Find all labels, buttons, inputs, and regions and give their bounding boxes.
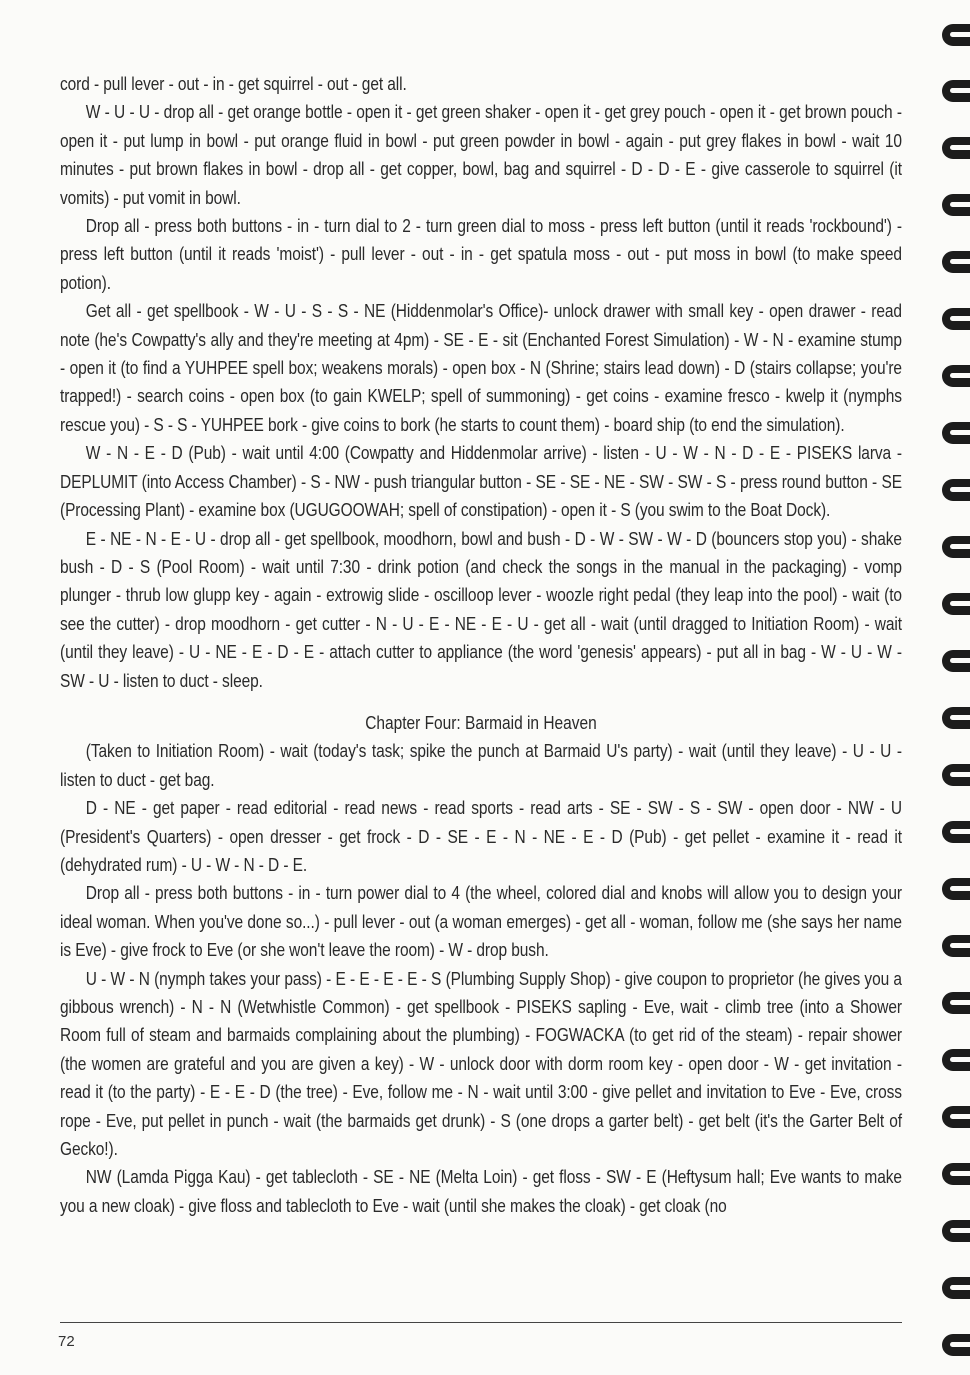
- page-number: 72: [58, 1333, 75, 1350]
- page-body: [60, 70, 902, 1220]
- binding-ring: [942, 194, 970, 216]
- paragraph: W - N - E - D (Pub) - wait until 4:00 (Cowpatty and Hiddenmolar arrive) - listen - U - W - N - D - E - PISEKS larva - DEPLUMIT (into Access Chamber) - S - NW - push triangular button - SE - SE - NE - SW - SW - S - press round button - SE (Processing Plant) - examine box (UGUGOOWAH; spell of constipation) - open it - S (you swim to the Boat Dock).: [60, 443, 902, 521]
- binding-ring: [942, 422, 970, 444]
- paragraph: NW (Lamda Pigga Kau) - get tablecloth - SE - NE (Melta Loin) - get floss - SW - E (Heftysum hall; Eve wants to make you a new cloak) - give floss and tablecloth to Eve - wait (until she makes the cloak) - get cloak (no: [60, 1167, 902, 1216]
- paragraph: W - U - U - drop all - get orange bottle - open it - get green shaker - open it - get grey pouch - open it - get brown pouch - open it - put lump in bowl - put orange fluid in bowl - put green powder in bowl - again - put grey flakes in bowl - wait 10 minutes - put brown flakes in bowl - drop all - get copper, bowl, bag and squirrel - D - D - E - give casserole to squirrel (it vomits) - put vomit in bowl.: [60, 102, 902, 208]
- binding-ring: [942, 251, 970, 273]
- binding-ring: [942, 80, 970, 102]
- binding-ring: [942, 1163, 970, 1185]
- binding-ring: [942, 1220, 970, 1242]
- binding-ring: [942, 935, 970, 957]
- binding-ring: [942, 764, 970, 786]
- binding-ring: [942, 707, 970, 729]
- spiral-binding: [926, 0, 970, 1375]
- binding-ring: [942, 308, 970, 330]
- binding-ring: [942, 878, 970, 900]
- binding-ring: [942, 137, 970, 159]
- binding-ring: [942, 1277, 970, 1299]
- binding-ring: [942, 821, 970, 843]
- binding-ring: [942, 1049, 970, 1071]
- paragraph: Get all - get spellbook - W - U - S - S - NE (Hiddenmolar's Office)- unlock drawer with small key - open drawer - read note (he's Cowpatty's ally and they're meeting at 4pm) - SE - E - sit (Enchanted Forest Simulation) - W - N - examine stump - open it (to find a YUHPEE spell box; weakens morals) - open box - N (Shrine; stairs lead down) - D (stairs collapse; you're trapped!) - search coins - open box (to gain KWELP; spell of summoning) - get coins - examine fresco - kwelp it (nymphs rescue you) - S - S - YUHPEE bork - give coins to bork (he starts to count them) - board ship (to end the simulation).: [60, 301, 902, 435]
- paragraph: (Taken to Initiation Room) - wait (today's task; spike the punch at Barmaid U's party) - wait (until they leave) - U - U - listen to duct - get bag.: [60, 741, 902, 790]
- paragraph: Drop all - press both buttons - in - turn dial to 2 - turn green dial to moss - press left button (until it reads 'rockbound') - press left button (until it reads 'moist') - pull lever - out - in - get spatula moss - out - put moss in bowl (to make speed potion).: [60, 216, 902, 293]
- paragraph: U - W - N (nymph takes your pass) - E - E - E - E - S (Plumbing Supply Shop) - give coupon to proprietor (he gives you a gibbous wrench) - N - N (Wetwhistle Common) - get spellbook - PISEKS sapling - Eve, wait - climb tree (into a Shower Room full of steam and barmaids complaining about the plumbing) - FOGWACKA (to get rid of the steam) - repair shower (the women are grateful and you are given a key) - W - unlock door with dorm room key - open door - W - get invitation - read it (to the party) - E - E - D (the tree) - Eve, follow me - N - wait until 3:00 - give pellet and invitation to Eve - Eve, cross rope - Eve, put pellet in punch - wait (the barmaids get drunk) - S (one drops a garter belt) - get belt (it's the Garter Belt of Gecko!).: [60, 968, 902, 1160]
- binding-ring: [942, 479, 970, 501]
- binding-ring: [942, 593, 970, 615]
- paragraph: E - NE - N - E - U - drop all - get spellbook, moodhorn, bowl and bush - D - W - SW - W - D (bouncers stop you) - shake bush - D - S (Pool Room) - wait until 7:30 - drink potion (and check the songs in the manual in the packaging) - vomp plunger - thrub low glupp key - again - extrowig slide - oscilloop lever - woozle right pedal (they leap into the pool) - wait (to see the cutter) - drop moodhorn - get cutter - N - U - E - NE - E - U - get all - wait (until dragged to Initiation Room) - wait (until they leave) - U - NE - E - D - E - attach cutter to appliance (the word 'genesis' appears) - put all in bag - W - U - W - SW - U - listen to duct - sleep.: [60, 528, 902, 691]
- binding-ring: [942, 992, 970, 1014]
- paragraph: D - NE - get paper - read editorial - read news - read sports - read arts - SE - SW - S - SW - open door - NW - U (President's Quarters) - open dresser - get frock - D - SE - E - N - NE - E - D (Pub) - get pellet - examine it - read it (dehydrated rum) - U - W - N - D - E.: [60, 798, 902, 875]
- binding-ring: [942, 365, 970, 387]
- paragraph: Drop all - press both buttons - in - turn power dial to 4 (the wheel, colored dial and knobs will allow you to design your ideal woman. When you've done so...) - pull lever - out (a woman emerges) - get all - woman, follow me (she says her name is Eve) - give frock to Eve (or she won't leave the room) - W - drop bush.: [60, 883, 902, 961]
- binding-ring: [942, 24, 970, 46]
- binding-ring: [942, 1106, 970, 1128]
- footer-rule: [60, 1322, 902, 1323]
- paragraph: cord - pull lever - out - in - get squirrel - out - get all.: [60, 74, 407, 94]
- binding-ring: [942, 650, 970, 672]
- binding-ring: [942, 536, 970, 558]
- chapter-heading: Chapter Four: Barmaid in Heaven: [365, 712, 597, 733]
- binding-ring: [942, 1334, 970, 1356]
